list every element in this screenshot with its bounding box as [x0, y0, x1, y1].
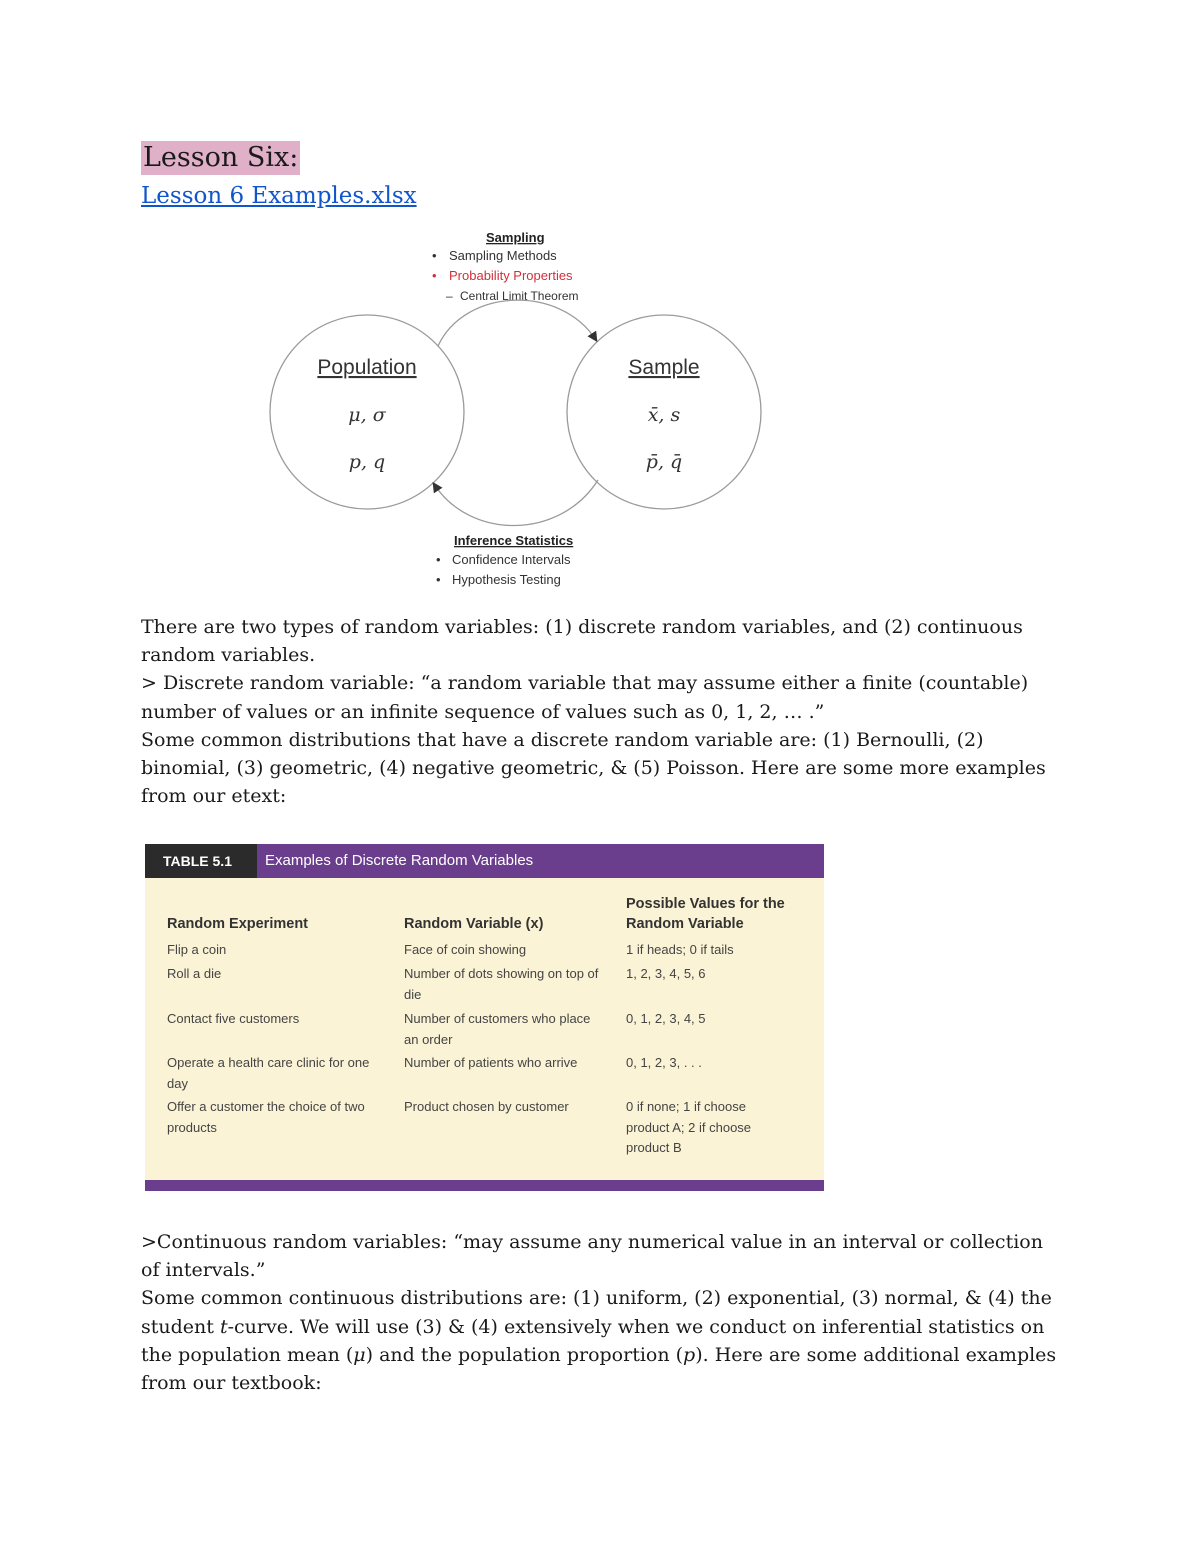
- table-cell: Number of dots showing on top of die: [404, 966, 599, 1002]
- table-cell: Offer a customer the choice of two products: [167, 1099, 365, 1135]
- t-symbol: t: [219, 1315, 228, 1338]
- table-caption: Examples of Discrete Random Variables: [265, 852, 534, 869]
- col-header-variable: Random Variable (x): [404, 916, 544, 932]
- population-params-1: μ, σ: [348, 404, 386, 426]
- hypothesis-testing-item: Hypothesis Testing: [452, 572, 561, 587]
- table-cell: Face of coin showing: [404, 942, 527, 957]
- table-cell: Roll a die: [167, 966, 222, 981]
- sample-stats-1: x̄, s: [647, 404, 681, 426]
- table-cell: Operate a health care clinic for one day: [167, 1055, 370, 1091]
- types-paragraph: There are two types of random variables: (1) discrete random variables, and (2) continuous random variables.: [141, 616, 1023, 667]
- sub-dash: –: [446, 289, 453, 303]
- p-symbol: p: [683, 1343, 696, 1366]
- table-header-band: [145, 844, 824, 878]
- mu-symbol: μ: [353, 1343, 366, 1366]
- discrete-examples-table: [145, 844, 824, 1191]
- table-cell: 0 if none; 1 if choose product A; 2 if choose product B: [626, 1099, 752, 1155]
- sample-stats-2: p̄, q̄: [645, 451, 683, 473]
- continuous-definition: >Continuous random variables: “may assume any numerical value in an interval or collection of intervals.”: [141, 1231, 1043, 1282]
- sampling-bullet: •: [432, 248, 437, 263]
- table-cell: 1, 2, 3, 4, 5, 6: [626, 966, 706, 981]
- continuous-distributions: [141, 1284, 1061, 1397]
- table-footer-band: [145, 1180, 824, 1191]
- text-run: ). Here are some additional examples from our textbook:: [141, 1343, 1057, 1395]
- discrete-intro-text: [141, 613, 1061, 810]
- inference-bullet: •: [436, 552, 441, 567]
- col-header-values: Possible Values for the Random Variable: [626, 896, 785, 932]
- discrete-distributions: Some common distributions that have a discrete random variable are: (1) Bernoulli, (2) binomial, (3) geometric, (4) negative geometric, & (5) Poisson. Here are some more examples from our etext:: [141, 728, 1046, 808]
- continuous-text: [141, 1228, 1061, 1397]
- page-title: Lesson Six:: [143, 142, 299, 173]
- inference-bullet: •: [436, 572, 441, 587]
- examples-file-link[interactable]: Lesson 6 Examples.xlsx: [141, 183, 417, 209]
- inference-arrow: [434, 480, 598, 526]
- central-limit-theorem-item: Central Limit Theorem: [460, 289, 579, 303]
- inference-heading: Inference Statistics: [454, 533, 574, 548]
- sampling-heading: Sampling: [486, 230, 545, 245]
- sampling-bullet: •: [432, 268, 437, 283]
- table-cell: Number of patients who arrive: [404, 1055, 578, 1070]
- table-cell: Contact five customers: [167, 1011, 300, 1026]
- sampling-methods-item: Sampling Methods: [449, 248, 557, 263]
- table-cell: 0, 1, 2, 3, . . .: [626, 1055, 702, 1070]
- population-label: Population: [317, 356, 417, 379]
- table-cell: Number of customers who place an order: [404, 1011, 591, 1047]
- text-run: -curve. We will use (3) & (4) extensively when we conduct on inferential statistics on the population mean (: [141, 1315, 1045, 1366]
- sample-label: Sample: [628, 356, 700, 379]
- confidence-intervals-item: Confidence Intervals: [452, 552, 571, 567]
- text-run: Some common continuous distributions are: (1) uniform, (2) exponential, (3) normal, & (4) the student: [141, 1287, 1052, 1338]
- table-cell: Flip a coin: [167, 942, 227, 957]
- table-number: TABLE 5.1: [145, 844, 257, 878]
- population-params-2: p, q: [348, 451, 386, 473]
- sampling-arrow: [438, 300, 596, 346]
- sampling-inference-diagram: [260, 222, 780, 592]
- table-cell: 1 if heads; 0 if tails: [626, 942, 734, 957]
- col-header-experiment: Random Experiment: [167, 916, 308, 932]
- table-cell: Product chosen by customer: [404, 1099, 569, 1114]
- text-run: ) and the population proportion (: [365, 1343, 684, 1366]
- probability-properties-item: Probability Properties: [449, 268, 573, 283]
- discrete-definition: > Discrete random variable: “a random variable that may assume either a finite (countable) number of values or an infinite sequence of values such as 0, 1, 2, … .”: [141, 672, 1029, 723]
- table-cell: 0, 1, 2, 3, 4, 5: [626, 1011, 706, 1026]
